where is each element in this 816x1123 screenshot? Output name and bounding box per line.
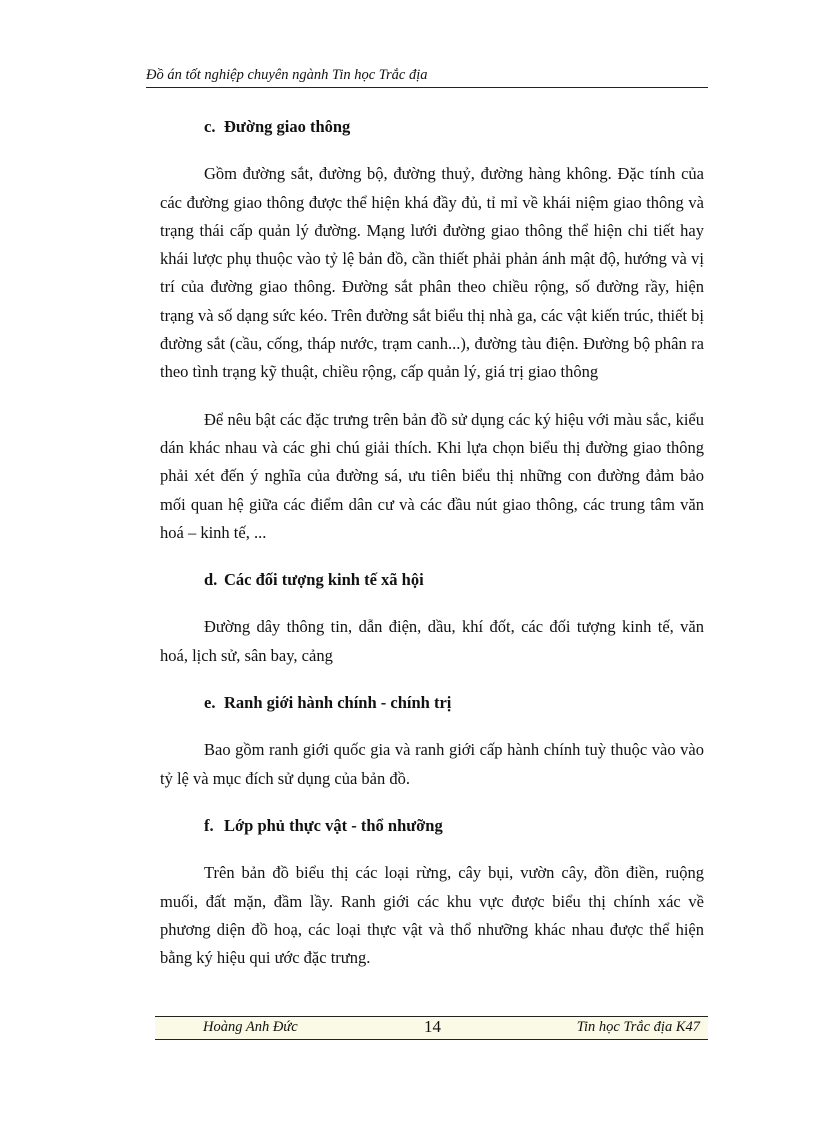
paragraph: Bao gồm ranh giới quốc gia và ranh giới cấp hành chính tuỳ thuộc vào vào tỷ lệ và mục đích sử dụng của bản đồ. xyxy=(160,740,704,788)
section-title: Lớp phủ thực vật - thổ nhưỡng xyxy=(224,815,443,835)
section-marker: f. xyxy=(204,815,214,835)
paragraph: Đường dây thông tin, dẫn điện, dầu, khí đốt, các đối tượng kinh tế, văn hoá, lịch sử, sân bay, cảng xyxy=(160,617,704,665)
section-heading-c xyxy=(160,113,704,141)
section-heading-f xyxy=(160,812,704,840)
section-title: Đường giao thông xyxy=(224,117,351,136)
page-number: 14 xyxy=(424,1017,441,1036)
footer-course: Tin học Trắc địa K47 xyxy=(576,1019,700,1035)
paragraph: Để nêu bật các đặc trưng trên bản đồ sử dụng các ký hiệu với màu sắc, kiểu dán khác nhau và các ghi chú giải thích. Khi lựa chọn biểu thị đường giao thông phải xét đến ý nghĩa của đường sá, ưu tiên biểu thị những con đường đảm bảo mối quan hệ giữa các điểm dân cư và các đầu nút giao thông, các trung tâm văn hoá – kinh tế, ... xyxy=(160,409,704,542)
page-header xyxy=(146,66,708,90)
footer-author: Hoàng Anh Đức xyxy=(203,1019,298,1035)
section-title: Ranh giới hành chính - chính trị xyxy=(224,693,452,713)
header-rule xyxy=(146,87,708,88)
section-marker: e. xyxy=(204,693,216,713)
section-title: Các đối tượng kinh tế xã hội xyxy=(224,570,424,590)
paragraph: Trên bản đồ biểu thị các loại rừng, cây bụi, vườn cây, đồn điền, ruộng muối, đất mặn, đầm lầy. Ranh giới các khu vực được biểu thị chính xác về phương diện đồ hoạ, các loại thực vật và thổ nhưỡng khác nhau được thể hiện bằng ký hiệu qui ước đặc trưng. xyxy=(160,863,704,968)
section-heading-d xyxy=(160,566,704,594)
section-marker: d. xyxy=(204,570,218,590)
page-footer xyxy=(155,1013,708,1039)
section-marker: c. xyxy=(204,117,216,136)
document-body xyxy=(160,113,704,991)
paragraph: Gồm đường sắt, đường bộ, đường thuỷ, đường hàng không. Đặc tính của các đường giao thông được thể hiện khá đầy đủ, tỉ mỉ về khái niệm giao thông và trạng thái cấp quản lý đường. Mạng lưới đường giao thông thể hiện chi tiết hay khái lược phụ thuộc vào tỷ lệ bản đồ, cần thiết phải phản ánh mật độ, hướng và vị trí của đường giao thông. Đường sắt phân theo chiều rộng, số đường rầy, hiện trạng và số dạng sức kéo. Trên đường sắt biểu thị nhà ga, các vật kiến trúc, thiết bị đường sắt (cầu, cống, tháp nước, trạm canh...), đường tàu điện. Đường bộ phân ra theo tình trạng kỹ thuật, chiều rộng, cấp quản lý, giá trị giao thông xyxy=(160,164,704,382)
section-heading-e xyxy=(160,689,704,717)
header-title: Đồ án tốt nghiệp chuyên ngành Tin học Trắc địa xyxy=(146,67,428,83)
